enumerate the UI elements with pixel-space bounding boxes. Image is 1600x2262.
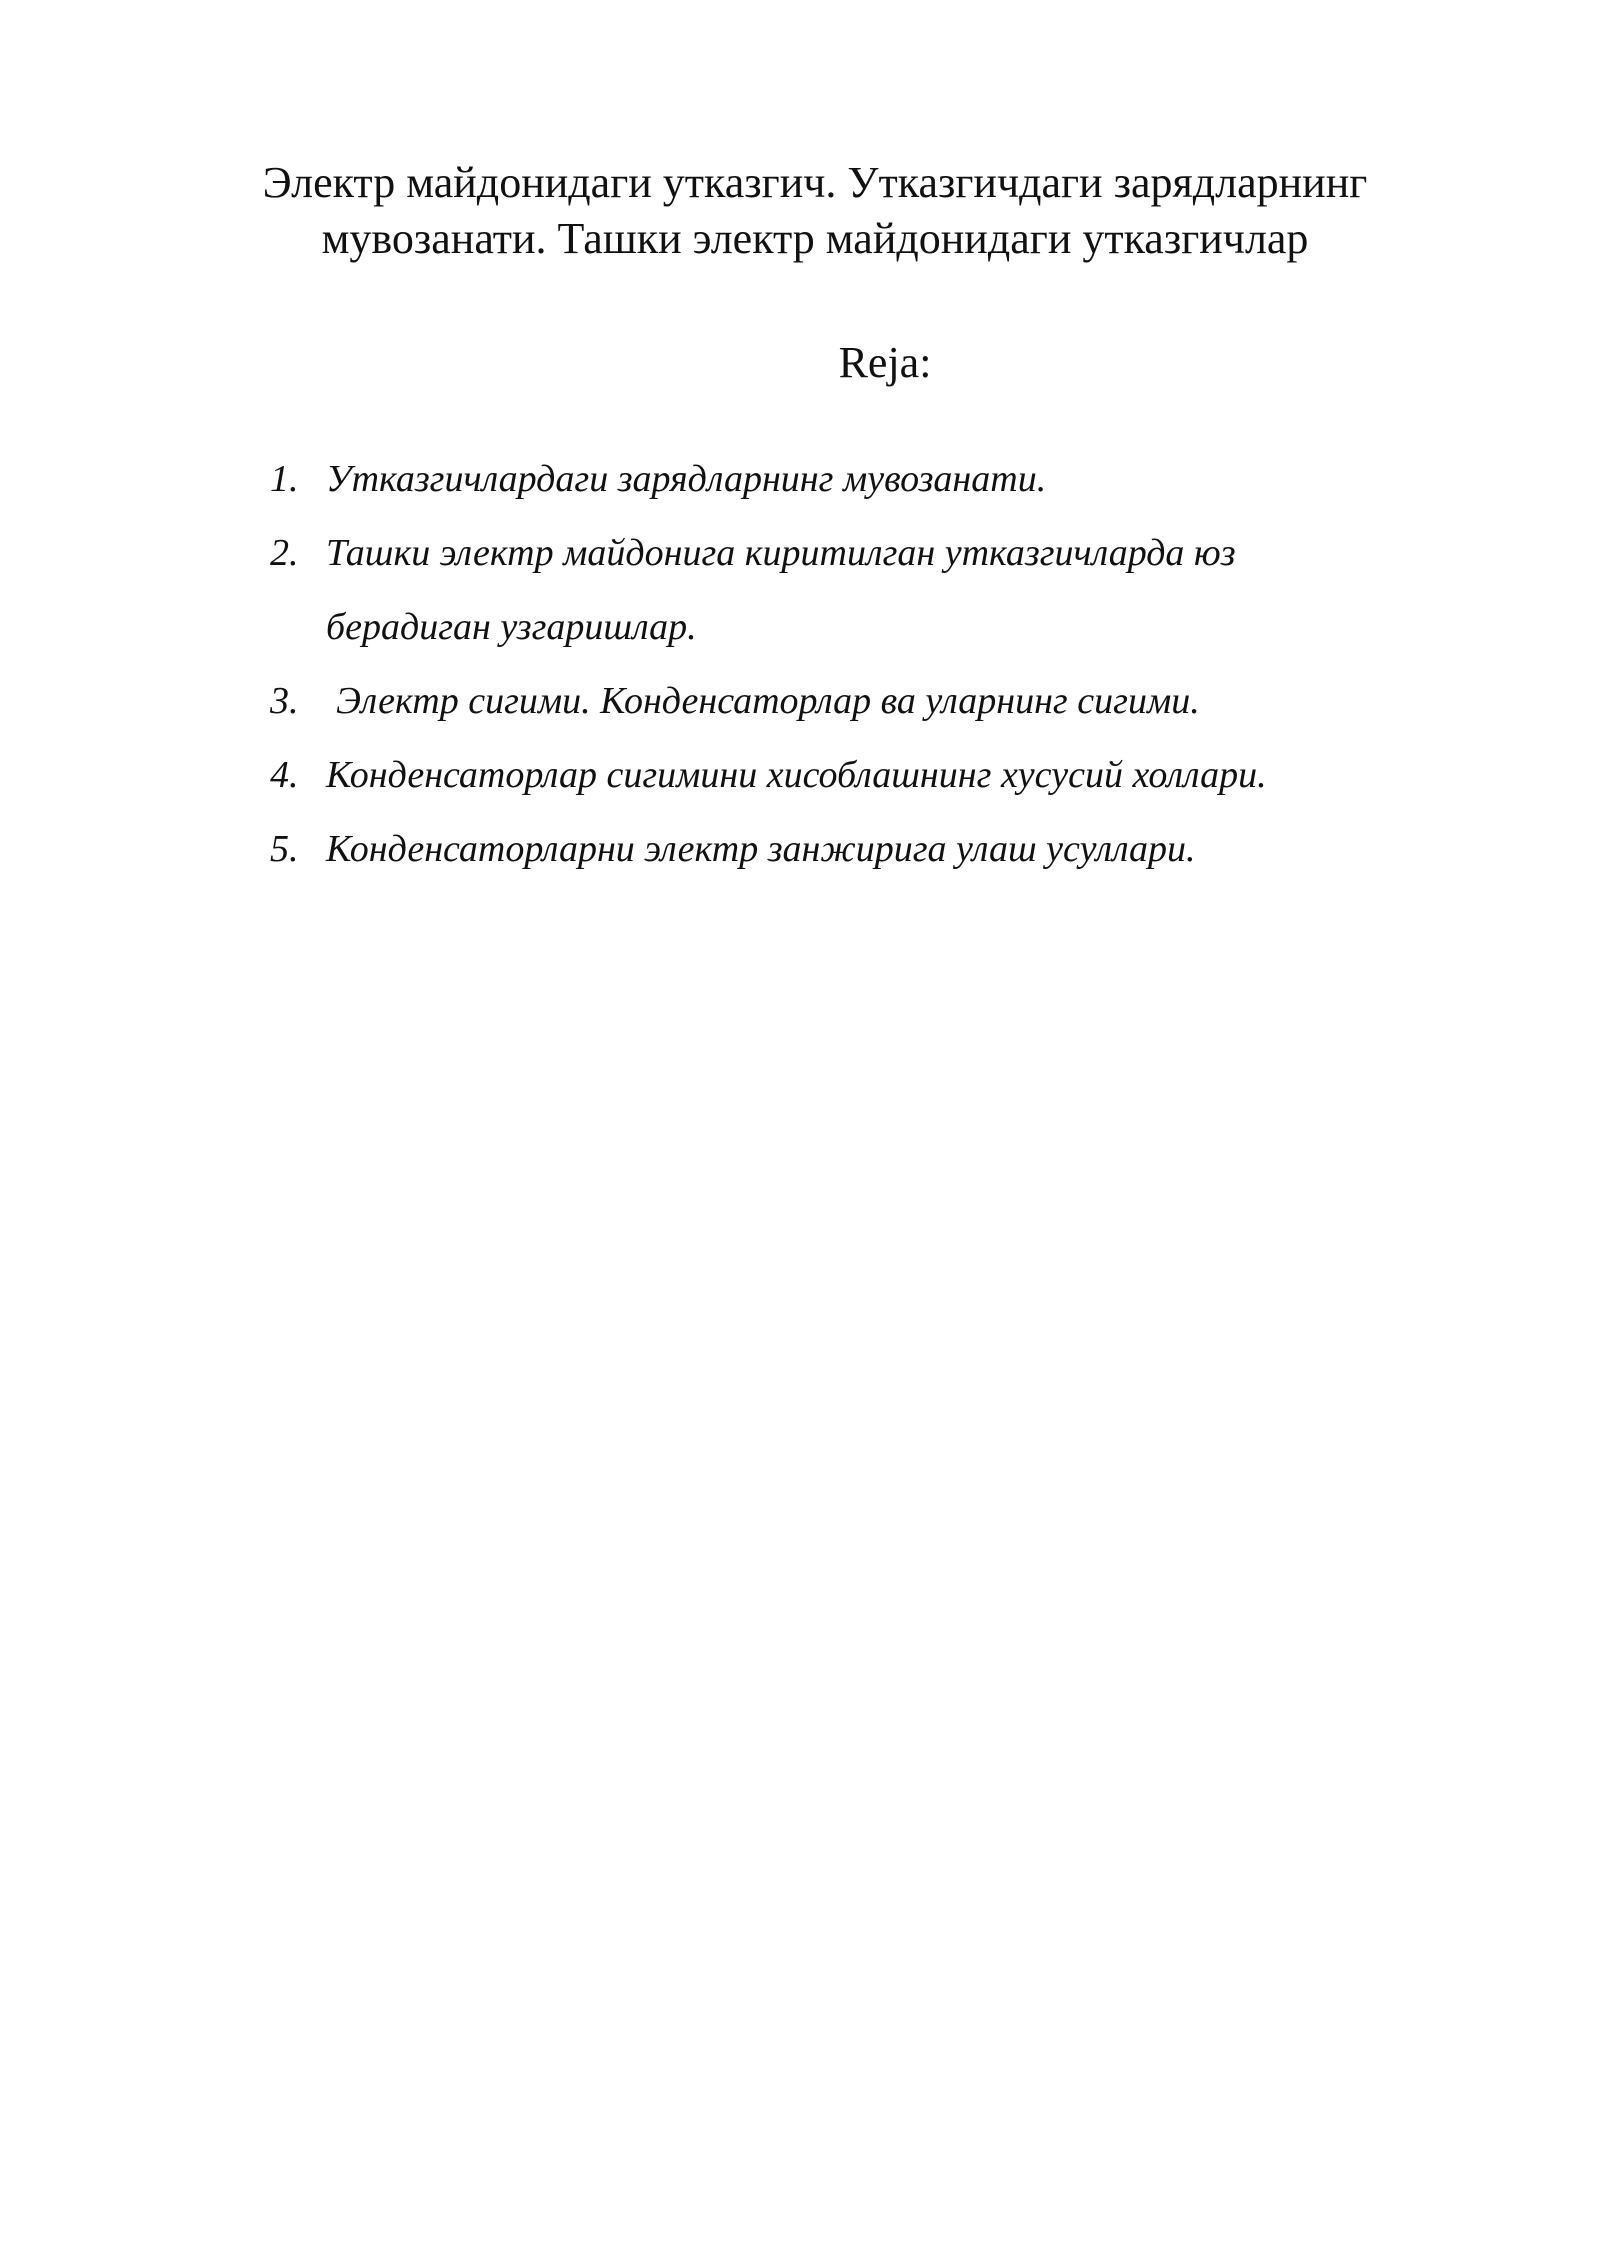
plan-item-line: Конденсаторлар сигимини хисоблашнинг хусусий холлари. bbox=[326, 754, 1267, 796]
title-line-2: мувозанати. Ташки электр майдонидаги утказгичлар bbox=[321, 214, 1309, 263]
plan-item-number: 2. bbox=[270, 532, 299, 574]
document-title bbox=[200, 155, 1430, 267]
plan-item-number: 3. bbox=[270, 680, 299, 722]
plan-item-text bbox=[326, 812, 1196, 886]
plan-item-text bbox=[326, 738, 1267, 812]
plan-item-text bbox=[326, 516, 1236, 664]
plan-heading: Reja: bbox=[838, 338, 932, 387]
plan-item-number: 1. bbox=[270, 458, 299, 500]
plan-item-1 bbox=[270, 442, 1450, 516]
plan-item-line: Утказгичлардаги зарядларнинг мувозанати. bbox=[326, 458, 1047, 500]
plan-item-text bbox=[326, 442, 1046, 516]
plan-item-5 bbox=[270, 812, 1450, 886]
plan-item-4 bbox=[270, 738, 1450, 812]
plan-item-number: 4. bbox=[270, 754, 299, 796]
plan-list bbox=[270, 442, 1450, 886]
plan-item-text bbox=[326, 664, 1200, 738]
plan-item-line: Электр сигими. Конденсаторлар ва уларнинг сигими. bbox=[336, 680, 1200, 722]
plan-item-2 bbox=[270, 516, 1450, 664]
plan-item-3 bbox=[270, 664, 1450, 738]
plan-item-number: 5. bbox=[270, 828, 299, 870]
plan-item-line: Ташки электр майдонига киритилган утказгичларда юз bbox=[326, 532, 1236, 574]
title-line-1: Электр майдонидаги утказгич. Утказгичдаги зарядларнинг bbox=[262, 158, 1368, 207]
plan-item-line: Конденсаторларни электр занжирига улаш усуллари. bbox=[326, 828, 1196, 870]
plan-item-line: берадиган узгаришлар. bbox=[326, 606, 697, 648]
